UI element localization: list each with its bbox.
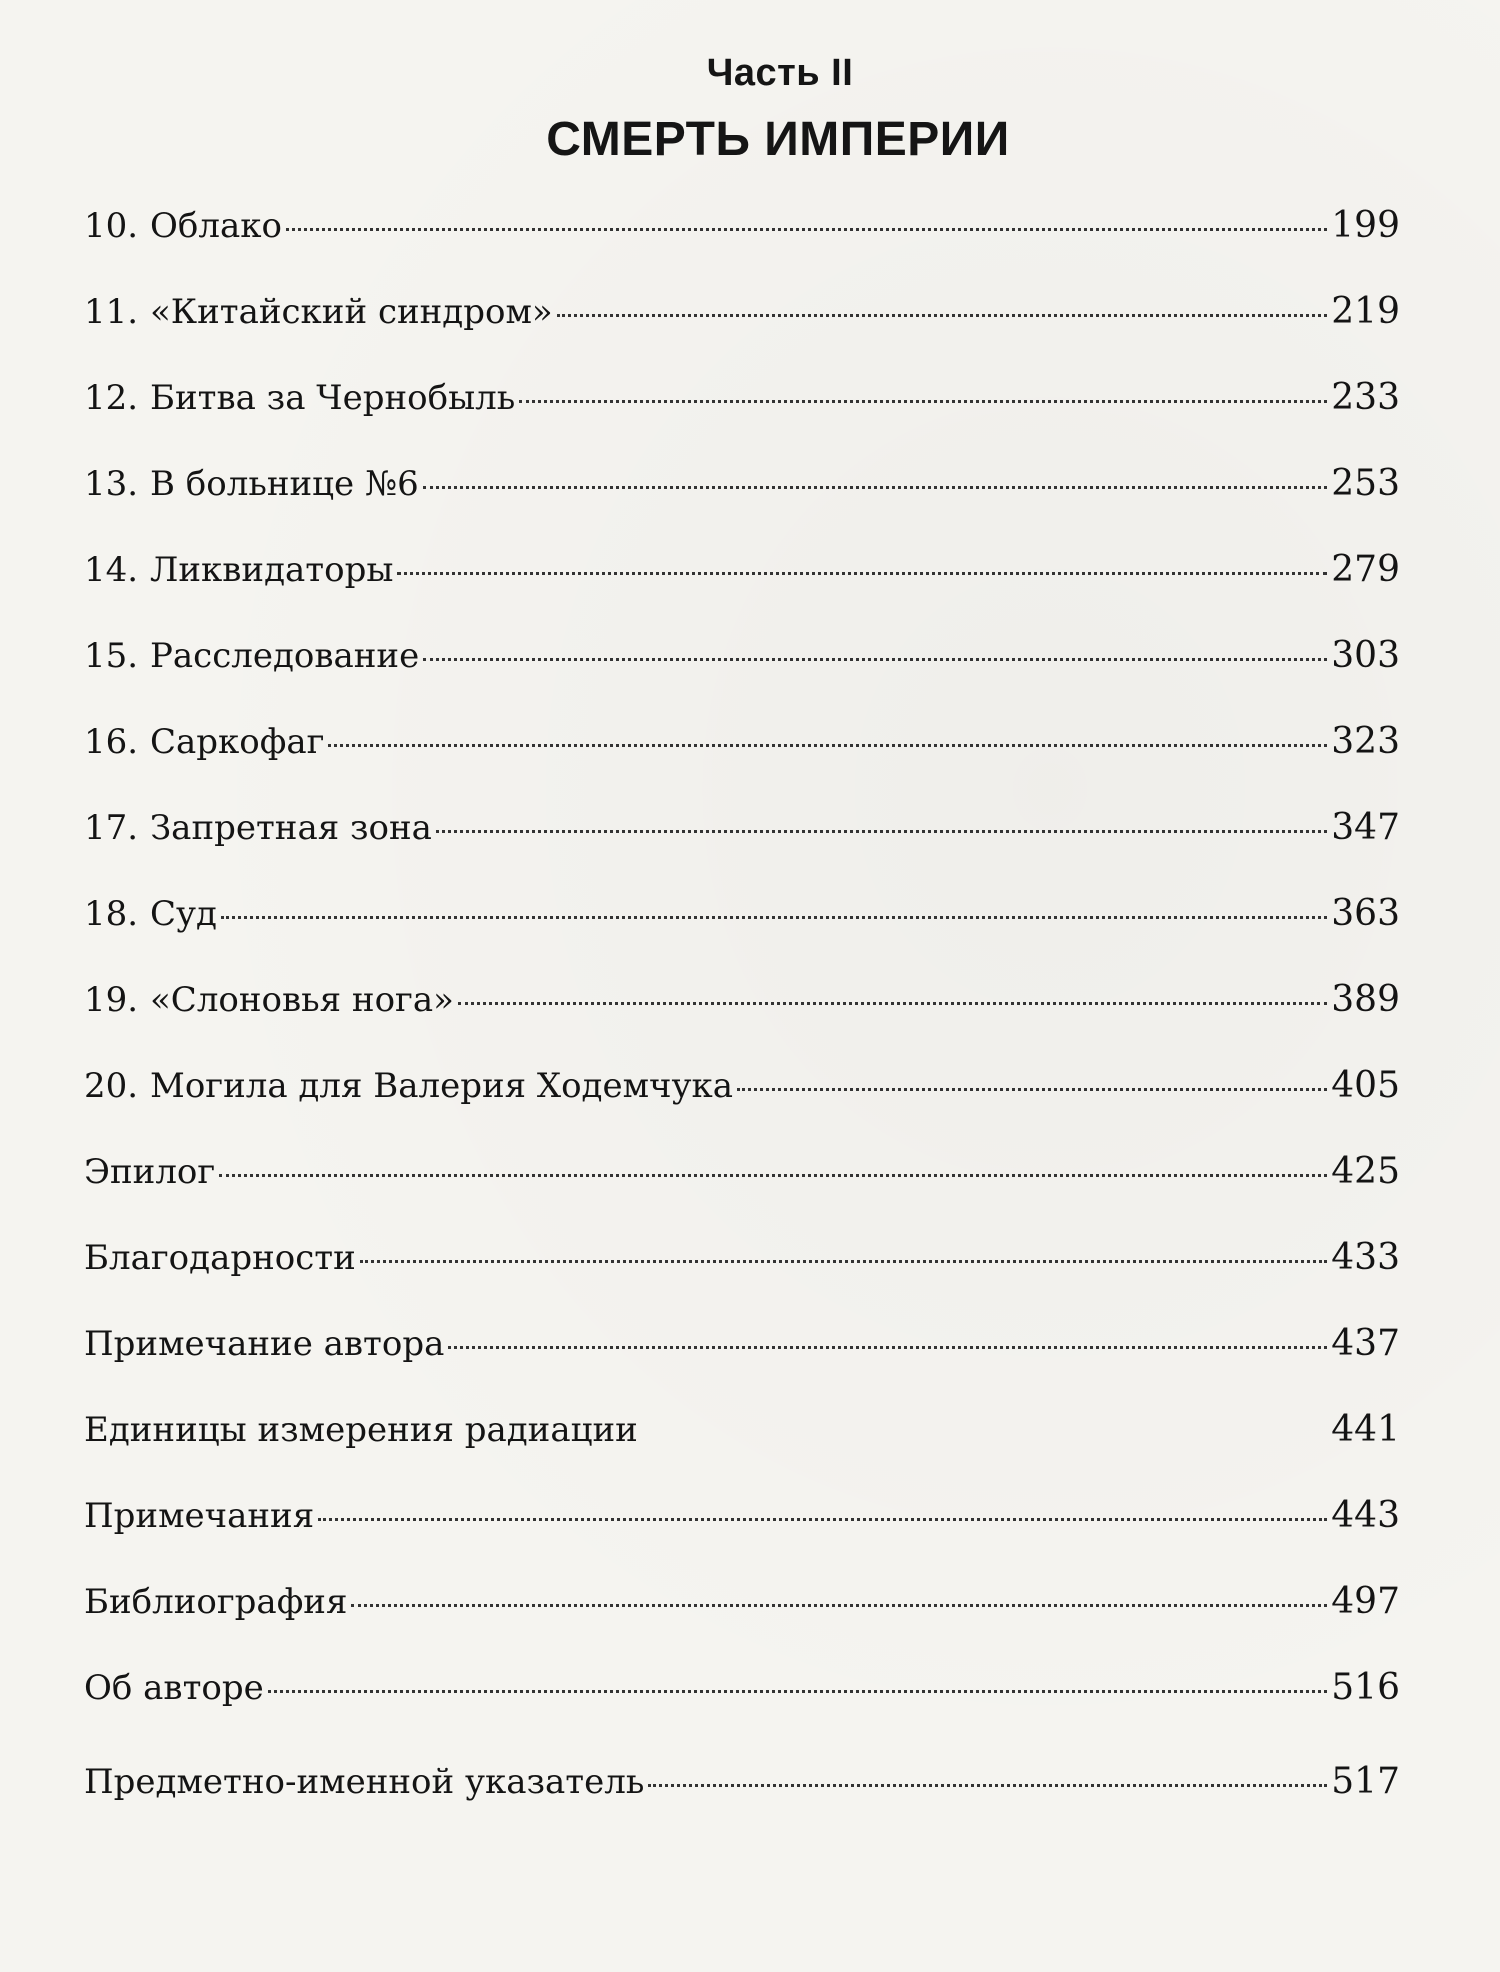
toc-entry-title: Ликвидаторы — [150, 550, 394, 590]
dot-leader — [397, 572, 1327, 575]
toc-entry-page: 441 — [1331, 1409, 1400, 1450]
dot-leader — [351, 1604, 1327, 1607]
toc-entry-page: 219 — [1331, 291, 1400, 332]
toc-entry — [84, 1323, 1400, 1409]
toc-entry — [84, 291, 1400, 377]
toc-entry-title: «Китайский синдром» — [150, 292, 553, 332]
toc-entry-number: 15. — [84, 636, 139, 676]
toc-entry-number: 14. — [84, 550, 139, 590]
toc-entry — [84, 635, 1400, 721]
table-of-contents — [84, 205, 1400, 1847]
toc-entry — [84, 377, 1400, 463]
dot-leader — [286, 228, 1327, 231]
dot-leader — [423, 658, 1327, 661]
toc-entry — [84, 1409, 1400, 1495]
toc-entry-page: 279 — [1331, 549, 1400, 590]
toc-entry-page: 253 — [1331, 463, 1400, 504]
toc-entry-title: Суд — [150, 894, 217, 934]
toc-entry-page: 497 — [1331, 1581, 1400, 1622]
toc-entry — [84, 807, 1400, 893]
toc-entry-title: Эпилог — [84, 1152, 216, 1192]
toc-entry-page: 433 — [1331, 1237, 1400, 1278]
toc-entry — [84, 1667, 1400, 1753]
toc-entry-number: 16. — [84, 722, 139, 762]
toc-entry-title: Единицы измерения радиации — [84, 1410, 638, 1450]
dot-leader — [268, 1690, 1328, 1693]
toc-entry-page: 425 — [1331, 1151, 1400, 1192]
toc-entry-page: 443 — [1331, 1495, 1400, 1536]
toc-entry — [84, 1495, 1400, 1581]
toc-entry-title: Об авторе — [84, 1668, 264, 1708]
toc-entry-title: Саркофаг — [150, 722, 325, 762]
toc-entry — [84, 205, 1400, 291]
toc-entry-title: Расследование — [150, 636, 420, 676]
toc-entry-page: 516 — [1331, 1667, 1400, 1708]
toc-entry-page: 323 — [1331, 721, 1400, 762]
toc-entry-title: В больнице №6 — [150, 464, 419, 504]
dot-leader — [318, 1518, 1327, 1521]
toc-entry-page: 199 — [1331, 205, 1400, 246]
dot-leader — [448, 1346, 1327, 1349]
toc-entry — [84, 1065, 1400, 1151]
part-heading: Часть II — [706, 52, 854, 94]
toc-entry-page: 363 — [1331, 893, 1400, 934]
toc-entry — [84, 1237, 1400, 1323]
toc-entry-title: Могила для Валерия Ходемчука — [150, 1066, 734, 1106]
toc-entry-title: «Слоновья нога» — [150, 980, 454, 1020]
dot-leader — [557, 314, 1328, 317]
toc-entry-number: 12. — [84, 378, 139, 418]
toc-entry-page: 389 — [1331, 979, 1400, 1020]
toc-entry-title: Предметно-именной указатель — [84, 1762, 645, 1802]
toc-entry — [84, 549, 1400, 635]
dot-leader — [423, 486, 1328, 489]
toc-entry — [84, 463, 1400, 549]
toc-entry-number: 11. — [84, 292, 139, 332]
dot-leader — [360, 1260, 1328, 1263]
toc-entry-number: 19. — [84, 980, 139, 1020]
toc-entry — [84, 1761, 1400, 1847]
dot-leader — [328, 744, 1327, 747]
toc-entry-title: Библиография — [84, 1582, 348, 1622]
dot-leader — [648, 1784, 1327, 1787]
toc-entry — [84, 1581, 1400, 1667]
toc-entry-title: Запретная зона — [150, 808, 432, 848]
dot-leader — [642, 1432, 1327, 1435]
toc-entry-number: 20. — [84, 1066, 139, 1106]
toc-entry-number: 17. — [84, 808, 139, 848]
toc-entry-page: 233 — [1331, 377, 1400, 418]
dot-leader — [737, 1088, 1327, 1091]
dot-leader — [519, 400, 1327, 403]
toc-entry-title: Благодарности — [84, 1238, 356, 1278]
dot-leader — [458, 1002, 1327, 1005]
toc-entry — [84, 1151, 1400, 1237]
toc-entry-page: 405 — [1331, 1065, 1400, 1106]
toc-entry-number: 13. — [84, 464, 139, 504]
toc-entry-title: Облако — [150, 206, 282, 246]
toc-entry-page: 347 — [1331, 807, 1400, 848]
dot-leader — [221, 916, 1327, 919]
toc-entry — [84, 893, 1400, 979]
dot-leader — [436, 830, 1327, 833]
dot-leader — [219, 1174, 1327, 1177]
toc-entry-page: 437 — [1331, 1323, 1400, 1364]
toc-entry-number: 10. — [84, 206, 139, 246]
toc-entry-page: 303 — [1331, 635, 1400, 676]
toc-entry-title: Битва за Чернобыль — [150, 378, 516, 418]
toc-entry-title: Примечание автора — [84, 1324, 445, 1364]
toc-entry-title: Примечания — [84, 1496, 315, 1536]
toc-entry — [84, 721, 1400, 807]
toc-entry-page: 517 — [1331, 1761, 1400, 1802]
toc-entry — [84, 979, 1400, 1065]
toc-entry-number: 18. — [84, 894, 139, 934]
section-heading: СМЕРТЬ ИМПЕРИИ — [546, 113, 1010, 166]
